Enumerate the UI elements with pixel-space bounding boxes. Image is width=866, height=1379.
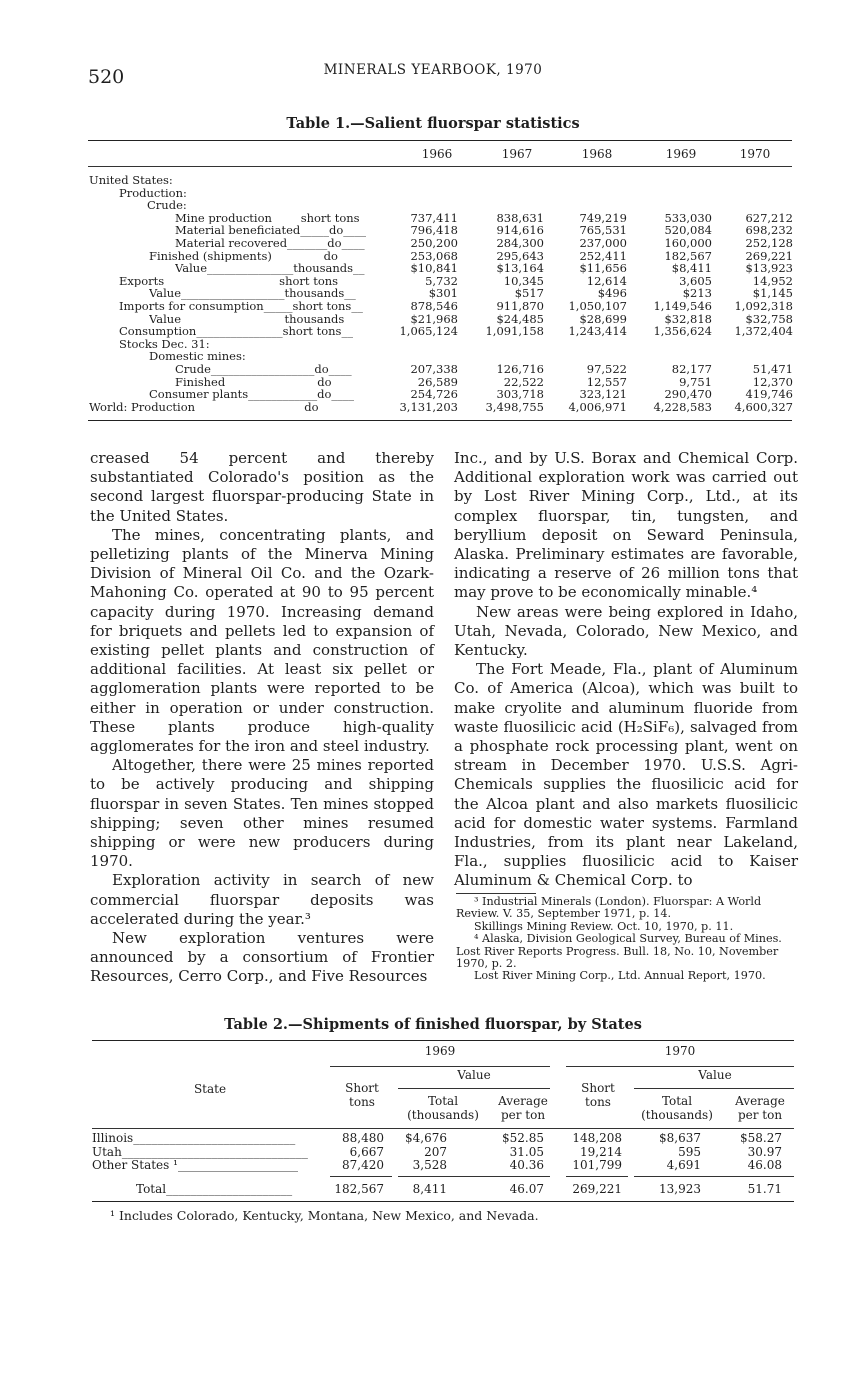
table2-cell: 269,221: [572, 1182, 622, 1196]
table2-cell: 19,214: [580, 1144, 622, 1159]
table1-year-header: 1969: [665, 147, 697, 161]
table1-row-label: Value__________________thousands__: [149, 287, 356, 300]
table1-cell: $301: [428, 286, 458, 301]
table1-row-label: Consumer plants____________do____: [149, 388, 355, 401]
table1-cell: $11,656: [579, 261, 627, 276]
paragraph: Altogether, there were 25 mines reported to be actively producing and shipping fluorspar in seven States. Ten mines stopped shipping; seven other mines resumed shipping or were new producers during 1970.: [90, 756, 434, 871]
table1-cell: 22,522: [503, 374, 544, 389]
table1-cell: 1,091,158: [485, 324, 544, 339]
table2-cell: 30.97: [747, 1144, 782, 1159]
table1-cell: 1,356,624: [653, 324, 712, 339]
table2-total-rule-4: [634, 1176, 794, 1177]
table2-cell: 207: [424, 1144, 447, 1159]
table1-cell: 520,084: [664, 223, 712, 238]
table2-subheader-rule: [566, 1066, 794, 1067]
table1-cell: 911,870: [496, 299, 544, 313]
value-header: Value: [698, 1068, 732, 1082]
table1-cell: $13,164: [496, 261, 544, 276]
table1-cell: $10,841: [410, 261, 458, 276]
table1-cell: $517: [514, 286, 544, 301]
table2-total-rule-3: [566, 1176, 628, 1177]
table1-year-header: 1966: [421, 147, 453, 161]
state-header: State: [193, 1082, 227, 1096]
table1-cell: 1,243,414: [568, 324, 627, 339]
table1-row-label: Material recovered_______do____: [175, 237, 365, 250]
paragraph: New exploration ventures were announced by a consortium of Frontier Resources, Cerro Corp., and Five Resources: [90, 929, 434, 986]
paragraph: The Fort Meade, Fla., plant of Aluminum Co. of America (Alcoa), which was built to make cryolite and aluminum fluoride from waste fluosilicic acid (H₂SiF₆), salvaged from a phosphate rock processing plant, went on stream in December 1970. U.S.S. Agri-Chemicals supplies the fluosilicic acid for the Alcoa plant and also markets fluosilicic acid for domestic water systems. Farmland Industries, from its plant near Lakeland, Fla., supplies fluosilicic acid to Kaiser Aluminum & Chemical Corp. to: [454, 660, 798, 890]
table1-cell: 12,557: [586, 374, 627, 389]
table2-cell: 101,799: [572, 1158, 622, 1172]
table1-cell: 97,522: [586, 362, 627, 376]
table1-row-label: Value__________________thousands__: [149, 312, 356, 326]
table1-row-label: Crude:: [147, 199, 187, 212]
table1-row-label: Production:: [119, 186, 187, 200]
table1-cell: 182,567: [664, 248, 712, 263]
table2-cell: 46.07: [509, 1182, 544, 1196]
table1-cell: 14,952: [752, 273, 793, 288]
table1-top-rule: [88, 140, 792, 141]
table2-cell: 87,420: [342, 1158, 384, 1172]
table1-cell: $1,145: [752, 286, 793, 301]
table1-row-label: Value_______________thousands__: [175, 262, 365, 275]
table1-year-header: 1968: [581, 147, 613, 161]
table1-cell: 1,372,404: [734, 324, 793, 339]
year-1969-header: 1969: [424, 1044, 456, 1058]
table1-cell: 82,177: [671, 362, 712, 376]
table1-cell: 1,065,124: [399, 324, 458, 339]
table1-cell: 3,131,203: [399, 399, 458, 414]
table1-cell: 160,000: [664, 236, 712, 250]
table1-cell: $21,968: [410, 311, 458, 326]
table1-cell: 878,546: [410, 299, 458, 313]
footnotes: [456, 896, 796, 983]
table1-cell: $496: [597, 286, 627, 301]
table1-cell: 838,631: [496, 210, 544, 225]
table2-subheader-rule: [330, 1066, 550, 1067]
table1-cell: 126,716: [496, 362, 544, 376]
table2-cell: 6,667: [349, 1144, 384, 1159]
table2-cell: 40.36: [509, 1158, 544, 1172]
table1-cell: $13,923: [745, 261, 793, 276]
table1-bottom-rule: [88, 420, 792, 421]
total-header: Total (thousands): [407, 1094, 479, 1122]
table2-state-label: Utah_______________________________: [92, 1144, 308, 1159]
table1-cell: 1,092,318: [734, 299, 793, 313]
table1-cell: 51,471: [752, 362, 793, 376]
table2-cell: 46.08: [747, 1158, 782, 1172]
table1-cell: 3,498,755: [485, 399, 544, 414]
table1-cell: 3,605: [679, 273, 712, 288]
table1-row-label: Exports____________________short tons__: [119, 274, 350, 288]
table1-cell: 914,616: [496, 223, 544, 238]
table2-cell: 51.71: [747, 1182, 782, 1196]
table1-cell: 12,614: [586, 273, 627, 288]
table2-title: Table 2.—Shipments of finished fluorspar, by States: [224, 1016, 642, 1033]
table1-cell: $213: [682, 286, 712, 301]
table2-cell: 13,923: [659, 1182, 701, 1196]
table1-header-rule: [88, 166, 792, 167]
table1-row-label: United States:: [89, 174, 173, 187]
table1-row-label: Mine production_____short tons__: [175, 211, 372, 225]
table1-cell: 303,718: [496, 387, 544, 402]
table2-state-label: Illinois___________________________: [92, 1131, 296, 1145]
table1-cell: 252,411: [579, 248, 627, 263]
short-tons-header: Short tons: [581, 1081, 615, 1109]
table1-cell: 796,418: [410, 223, 458, 238]
table2-cell: $4,676: [405, 1131, 447, 1145]
table1-cell: 295,643: [496, 248, 544, 263]
table1-cell: 290,470: [664, 387, 712, 402]
table2-cell: $52.85: [502, 1131, 544, 1145]
table2-cell: 8,411: [412, 1182, 447, 1196]
left-column: [90, 449, 434, 987]
table1-cell: 737,411: [410, 210, 458, 225]
table2-subheader-rule: [634, 1088, 794, 1089]
table1-row-label: Finished (shipments)_________do____: [149, 249, 361, 263]
table1-year-header: 1970: [739, 147, 771, 161]
table2-top-rule: [92, 1040, 794, 1041]
table2-subheader-rule: [398, 1088, 550, 1089]
table1-cell: 4,006,971: [568, 399, 627, 414]
average-header: Average per ton: [735, 1094, 785, 1122]
table1-cell: 12,370: [752, 374, 793, 389]
table1-cell: 26,589: [417, 374, 458, 389]
table2-cell: 88,480: [342, 1131, 384, 1145]
table1-cell: 533,030: [664, 210, 712, 225]
table1-cell: 9,751: [679, 374, 712, 389]
table1-row-label: Consumption_______________short tons__: [119, 325, 353, 338]
table2-total-rule-1: [330, 1176, 392, 1177]
table1-cell: 749,219: [579, 210, 627, 225]
short-tons-header: Short tons: [345, 1081, 379, 1109]
table1-row-label: Finished________________do____: [175, 375, 355, 389]
paragraph: Exploration activity in search of new commercial fluorspar deposits was accelerated during the year.³: [90, 871, 434, 928]
table2-cell: 182,567: [334, 1182, 384, 1196]
running-head: MINERALS YEARBOOK, 1970: [323, 62, 543, 78]
table1-cell: 252,128: [745, 236, 793, 250]
table1-cell: 4,600,327: [734, 399, 793, 414]
table2-state-label: Other States ¹____________________: [92, 1158, 298, 1172]
table2-cell: 31.05: [509, 1144, 544, 1159]
table1-cell: 253,068: [410, 248, 458, 263]
footnote-item: ⁴ Alaska, Division Geological Survey, Bureau of Mines. Lost River Reports Progress. Bull. 18, No. 10, November 1970, p. 2.: [456, 932, 782, 971]
right-column: [454, 449, 798, 891]
footnote-rule: [456, 893, 536, 894]
paragraph: creased 54 percent and thereby substantiated Colorado's position as the second largest fluorspar-producing State in the United States.: [90, 449, 434, 525]
table2-cell: $58.27: [740, 1131, 782, 1145]
table1-cell: $32,818: [664, 311, 712, 326]
table1-cell: 284,300: [496, 236, 544, 250]
page-number: 520: [88, 66, 125, 88]
table1-cell: 250,200: [410, 236, 458, 250]
table1-cell: 627,212: [745, 210, 793, 225]
table1-cell: $8,411: [671, 261, 712, 276]
table1-cell: 698,232: [745, 223, 793, 238]
total-header: Total (thousands): [641, 1094, 713, 1122]
table1-cell: $24,485: [496, 311, 544, 326]
table1-row-label: Imports for consumption_____short tons__: [119, 300, 363, 313]
table1-cell: 4,228,583: [653, 399, 712, 414]
table1-cell: 1,149,546: [653, 299, 712, 313]
table2-cell: 148,208: [572, 1131, 622, 1145]
paragraph: Inc., and by U.S. Borax and Chemical Corp. Additional exploration work was carried out by Lost River Mining Corp., Ltd., at its complex fluorspar, tin, tungsten, and beryllium deposit on Seward Peninsula, Alaska. Preliminary estimates are favorable, indicating a reserve of 26 million tons that may prove to be economically minable.⁴: [454, 449, 798, 602]
table2-footnote: ¹ Includes Colorado, Kentucky, Montana, New Mexico, and Nevada.: [110, 1208, 539, 1223]
table2-cell: $8,637: [659, 1131, 701, 1145]
table2-bottom-rule: [92, 1201, 794, 1202]
paragraph: New areas were being explored in Idaho, Utah, Nevada, Colorado, New Mexico, and Kentucky.: [454, 602, 798, 660]
table2-state-label: Total_____________________: [136, 1182, 293, 1196]
table1-row-label: World: Production___________________do____: [89, 400, 342, 414]
table1-cell: 765,531: [579, 223, 627, 238]
average-header: Average per ton: [498, 1094, 548, 1122]
table1-cell: 254,726: [410, 387, 458, 402]
table2-header-rule: [92, 1128, 794, 1129]
table1-cell: 5,732: [425, 273, 458, 288]
table2-cell: 3,528: [412, 1158, 447, 1172]
table1-row-label: Domestic mines:: [149, 350, 246, 363]
table1-cell: 237,000: [579, 236, 627, 250]
table1-row-label: Crude__________________do____: [175, 363, 352, 376]
table1-cell: $32,758: [745, 311, 793, 326]
table1-cell: 323,121: [579, 387, 627, 402]
table2-cell: 595: [678, 1144, 701, 1159]
table1-row-label: Stocks Dec. 31:: [119, 337, 210, 351]
table1-cell: 419,746: [745, 387, 793, 402]
table1-title: Table 1.—Salient fluorspar statistics: [286, 115, 580, 132]
table1-cell: 10,345: [503, 273, 544, 288]
table1-year-header: 1967: [501, 147, 533, 161]
table2-cell: 4,691: [666, 1158, 701, 1172]
footnote-item: ³ Industrial Minerals (London). Fluorspar: A World Review. V. 35, September 1971, p. 14.: [456, 895, 762, 921]
year-1970-header: 1970: [664, 1044, 696, 1058]
table1-cell: $28,699: [579, 311, 627, 326]
paragraph: The mines, concentrating plants, and pelletizing plants of the Minerva Mining Division of Mineral Oil Co. and the Ozark-Mahoning Co. operated at 90 to 95 percent capacity during 1970. Increasing demand for briquets and pellets led to expansion of existing pellet plants and construction of additional facilities. At least six pellet or agglomeration plants were reported to be either in operation or under construction. These plants produce high-quality agglomerates for the iron and steel industry.: [90, 525, 434, 756]
table1-cell: 207,338: [410, 362, 458, 376]
footnote-item: Lost River Mining Corp., Ltd. Annual Report, 1970.: [474, 969, 766, 983]
table1-cell: 269,221: [745, 248, 793, 263]
table1-cell: 1,050,107: [568, 299, 627, 313]
table1-row-label: Material beneficiated_____do____: [175, 224, 367, 237]
footnote-item: Skillings Mining Review. Oct. 10, 1970, p. 11.: [474, 919, 734, 933]
value-header: Value: [457, 1068, 491, 1082]
table2-total-rule-2: [398, 1176, 550, 1177]
